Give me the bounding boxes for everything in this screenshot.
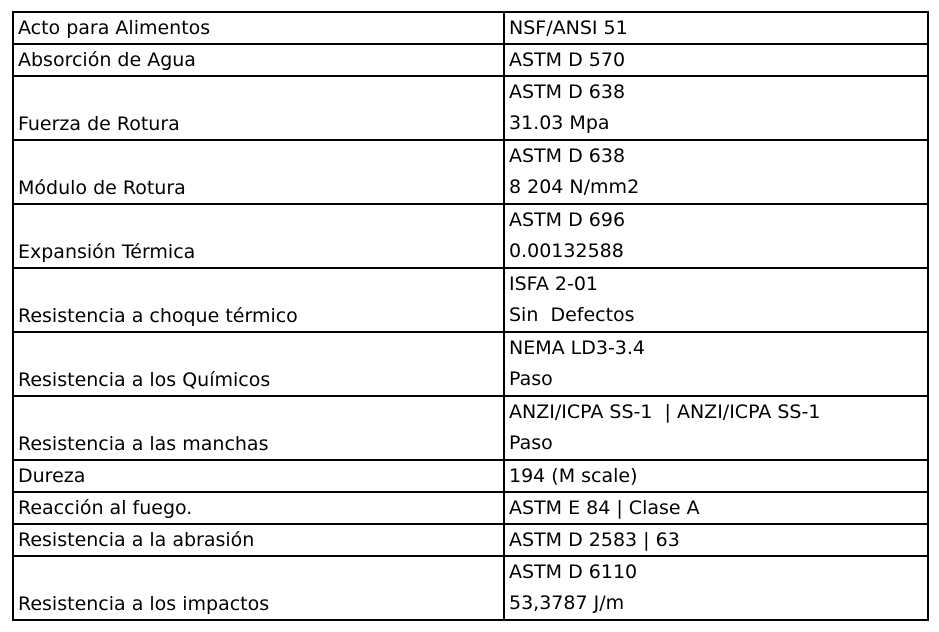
standard-value: ISFA 2-01: [509, 273, 599, 295]
property-cell: [13, 140, 504, 204]
standard-value: ANZI/ICPA SS-1 | ANZI/ICPA SS-1: [509, 401, 821, 423]
value-cell: [504, 140, 928, 204]
property-cell: [13, 332, 504, 396]
value-cell: [504, 76, 928, 140]
result-value: 8 204 N/mm2: [509, 176, 640, 198]
property-cell: [13, 460, 504, 492]
property-cell: [13, 44, 504, 76]
result-value: 31.03 Mpa: [509, 112, 610, 134]
property-cell: [13, 268, 504, 332]
standard-value: ASTM D 696: [509, 209, 626, 231]
standard-value: ASTM D 638: [509, 81, 626, 103]
table-row: [13, 140, 928, 204]
value-cell: [504, 332, 928, 396]
table-row: [13, 268, 928, 332]
standard-value: 194 (M scale): [509, 465, 638, 487]
property-label: Reacción al fuego.: [18, 497, 193, 519]
result-value: 53,3787 J/m: [509, 592, 625, 614]
standard-value: ASTM D 638: [509, 145, 626, 167]
value-cell: [504, 268, 928, 332]
property-label: Resistencia a los impactos: [18, 593, 270, 615]
table-row: [13, 524, 928, 556]
value-cell: [504, 12, 928, 44]
table-row: [13, 460, 928, 492]
standard-value: NEMA LD3-3.4: [509, 337, 646, 359]
property-cell: [13, 204, 504, 268]
value-cell: [504, 492, 928, 524]
value-cell: [504, 44, 928, 76]
result-value: 0.00132588: [509, 240, 624, 262]
property-label: Resistencia a las manchas: [18, 433, 269, 455]
property-label: Módulo de Rotura: [18, 177, 186, 199]
table-row: [13, 12, 928, 44]
standard-value: NSF/ANSI 51: [509, 17, 628, 39]
table-row: [13, 556, 928, 620]
table-row: [13, 44, 928, 76]
standard-value: ASTM D 2583 | 63: [509, 529, 680, 551]
table-row: [13, 396, 928, 460]
property-label: Fuerza de Rotura: [18, 113, 180, 135]
property-cell: [13, 492, 504, 524]
property-cell: [13, 556, 504, 620]
result-value: Paso: [509, 432, 553, 454]
property-label: Resistencia a los Químicos: [18, 369, 271, 391]
specifications-table: [12, 11, 929, 621]
result-value: Paso: [509, 368, 553, 390]
value-cell: [504, 524, 928, 556]
property-cell: [13, 12, 504, 44]
property-label: Acto para Alimentos: [18, 17, 211, 39]
property-label: Resistencia a choque térmico: [18, 305, 298, 327]
table-row: [13, 492, 928, 524]
value-cell: [504, 460, 928, 492]
property-label: Dureza: [18, 465, 86, 487]
standard-value: ASTM E 84 | Clase A: [509, 497, 700, 519]
property-cell: [13, 76, 504, 140]
table-row: [13, 76, 928, 140]
property-label: Expansión Térmica: [18, 241, 196, 263]
result-value: Sin Defectos: [509, 304, 635, 326]
property-label: Resistencia a la abrasión: [18, 529, 255, 551]
standard-value: ASTM D 6110: [509, 561, 638, 583]
value-cell: [504, 556, 928, 620]
standard-value: ASTM D 570: [509, 49, 626, 71]
property-cell: [13, 524, 504, 556]
property-label: Absorción de Agua: [18, 49, 196, 71]
table-row: [13, 204, 928, 268]
value-cell: [504, 204, 928, 268]
property-cell: [13, 396, 504, 460]
value-cell: [504, 396, 928, 460]
table-row: [13, 332, 928, 396]
